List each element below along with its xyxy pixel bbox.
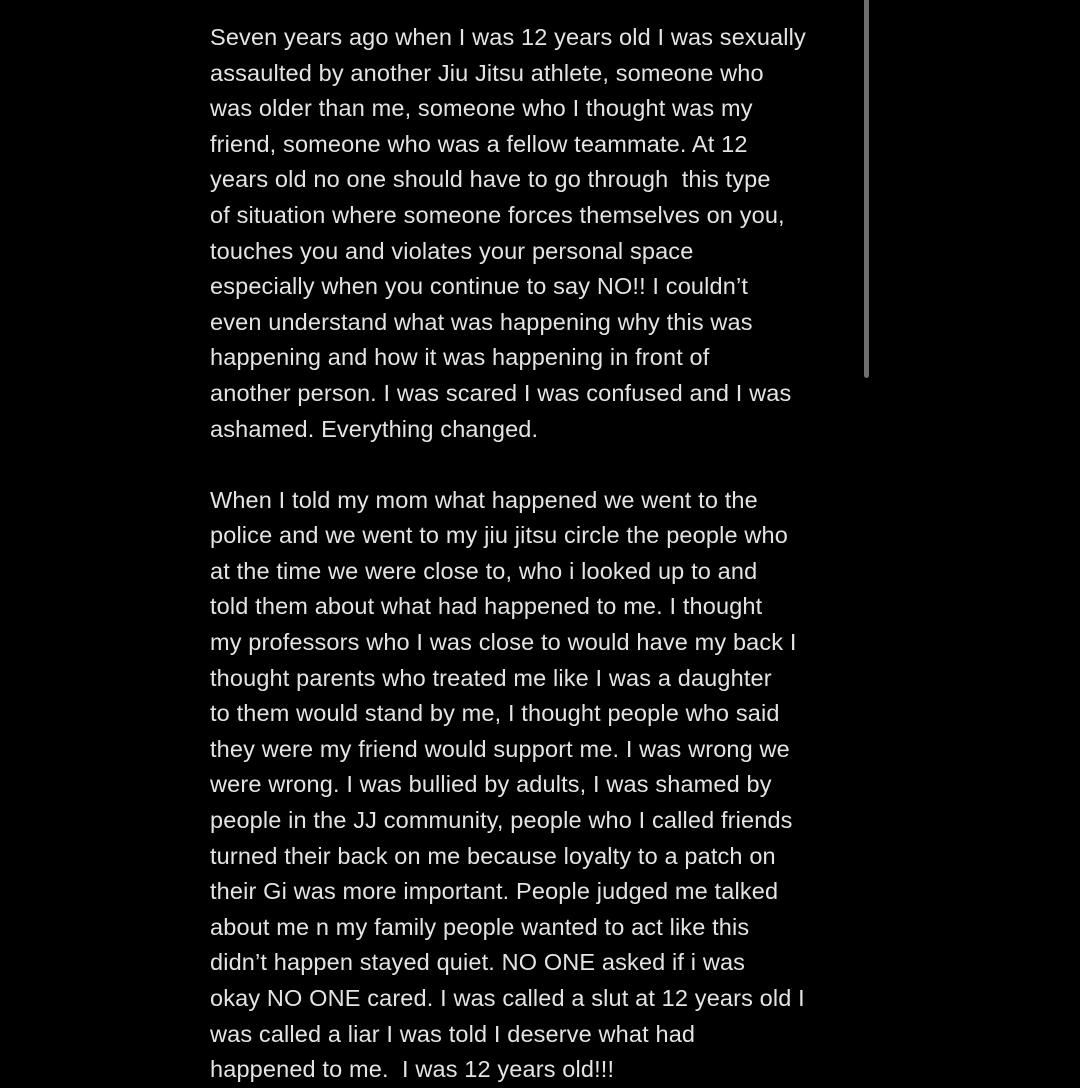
note-body [210, 20, 850, 1088]
text-line: told them about what had happened to me. I thought [210, 593, 763, 620]
text-line: When I told my mom what happened we went to the [210, 486, 758, 513]
text-line: at the time we were close to, who i looked up to and [210, 557, 758, 584]
text-line: touches you and violates your personal space [210, 237, 694, 264]
text-line: my professors who I was close to would have my back I [210, 629, 797, 655]
text-line: was called a liar I was told I deserve what had [210, 1020, 696, 1047]
scrollbar[interactable] [864, 0, 869, 378]
text-line: of situation where someone forces themselves on you, [210, 201, 785, 228]
text-line: assaulted by another Jiu Jitsu athlete, someone who [210, 59, 764, 86]
text-line: friend, someone who was a fellow teammate. At 12 [210, 130, 748, 157]
text-line: they were my friend would support me. I was wrong we [210, 735, 790, 762]
text-line: years old no one should have to go through this type [210, 166, 771, 193]
text-line: were wrong. I was bullied by adults, I was shamed by [210, 771, 772, 798]
paragraph-1 [210, 20, 850, 447]
text-line: about me n my family people wanted to act like this [210, 913, 750, 940]
text-line: to them would stand by me, I thought people who said [210, 700, 780, 727]
text-line: people in the JJ community, people who I called friends [210, 806, 793, 833]
text-line: happened to me. I was 12 years old!!! [210, 1056, 615, 1083]
text-line: thought parents who treated me like I was a daughter [210, 664, 772, 691]
text-line: happening and how it was happening in front of [210, 344, 710, 371]
text-line: police and we went to my jiu jitsu circle the people who [210, 522, 788, 549]
text-line: especially when you continue to say NO!! I couldn’t [210, 273, 748, 300]
text-line: okay NO ONE cared. I was called a slut at 12 years old I [210, 984, 805, 1011]
text-line: turned their back on me because loyalty to a patch on [210, 842, 776, 869]
text-line: their Gi was more important. People judged me talked [210, 878, 779, 905]
text-line: ashamed. Everything changed. [210, 415, 539, 442]
text-line: another person. I was scared I was confused and I was [210, 379, 792, 406]
text-line: was older than me, someone who I thought was my [210, 95, 753, 122]
paragraph-2 [210, 483, 850, 1088]
text-line: Seven years ago when I was 12 years old I was sexually [210, 24, 806, 50]
text-line: didn’t happen stayed quiet. NO ONE asked if i was [210, 949, 746, 976]
text-line: even understand what was happening why this was [210, 308, 753, 335]
